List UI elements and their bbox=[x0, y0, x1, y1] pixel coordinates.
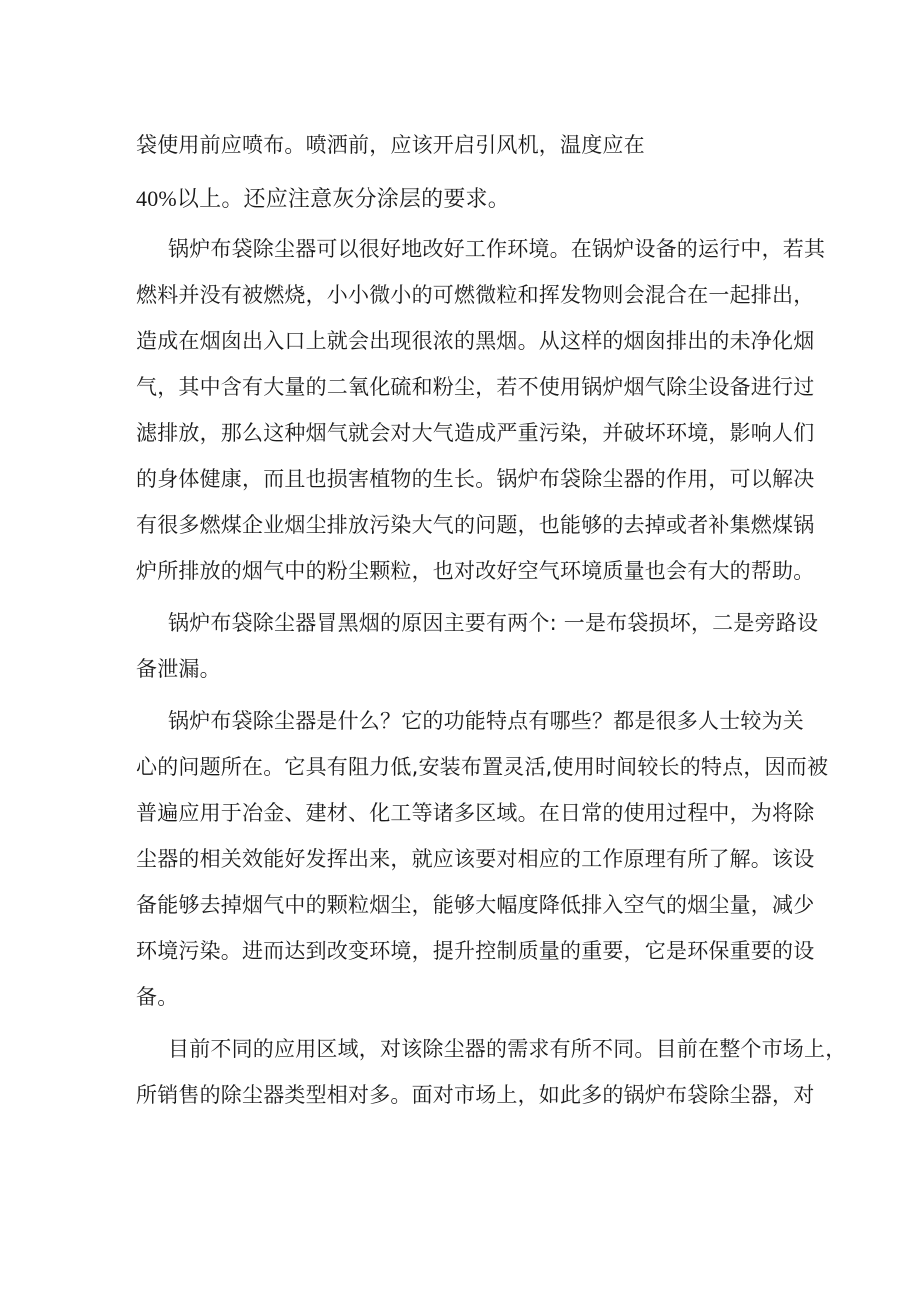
text-line: 备能够去掉烟气中的颗粒烟尘，能够大幅度降低排入空气的烟尘量，减少 bbox=[136, 893, 815, 917]
text-line: 燃料并没有被燃烧，小小微小的可燃微粒和挥发物则会混合在一起排出， bbox=[136, 283, 815, 307]
text-line: 所销售的除尘器类型相对多。面对市场上，如此多的锅炉布袋除尘器，对 bbox=[136, 1083, 815, 1107]
text-line: 炉所排放的烟气中的粉尘颗粒，也对改好空气环境质量也会有大的帮助。 bbox=[136, 559, 815, 583]
text-line: 普遍应用于冶金、建材、化工等诸多区域。在日常的使用过程中，为将除 bbox=[136, 801, 815, 825]
paragraph-first-line: 锅炉布袋除尘器是什么？它的功能特点有哪些？都是很多人士较为关 bbox=[168, 709, 804, 733]
text-line: 心的问题所在。它具有阻力低,安装布置灵活,使用时间较长的特点，因而被 bbox=[136, 755, 829, 779]
text-line: 有很多燃煤企业烟尘排放污染大气的问题，也能够的去掉或者补集燃煤锅 bbox=[136, 513, 815, 537]
paragraph-first-line: 目前不同的应用区域，对该除尘器的需求有所不同。目前在整个市场上， bbox=[168, 1037, 847, 1061]
text-line: 40%以上。还应注意灰分涂层的要求。 bbox=[136, 186, 510, 211]
text-line: 气，其中含有大量的二氧化硫和粉尘，若不使用锅炉烟气除尘设备进行过 bbox=[136, 375, 815, 399]
text-line: 袋使用前应喷布。喷洒前，应该开启引风机，温度应在 bbox=[136, 133, 645, 157]
paragraph-first-line: 锅炉布袋除尘器冒黑烟的原因主要有两个: 一是布袋损坏，二是旁路设 bbox=[168, 611, 819, 635]
text-line: 造成在烟囱出入口上就会出现很浓的黑烟。从这样的烟囱排出的未净化烟 bbox=[136, 329, 815, 353]
text-line: 的身体健康，而且也损害植物的生长。锅炉布袋除尘器的作用，可以解决 bbox=[136, 467, 815, 491]
text-line: 备。 bbox=[136, 985, 179, 1009]
paragraph-first-line: 锅炉布袋除尘器可以很好地改好工作环境。在锅炉设备的运行中，若其 bbox=[168, 237, 826, 261]
text-line: 环境污染。进而达到改变环境，提升控制质量的重要，它是环保重要的设 bbox=[136, 939, 815, 963]
text-line: 滤排放，那么这种烟气就会对大气造成严重污染，并破坏环境，影响人们 bbox=[136, 421, 815, 445]
text-line: 尘器的相关效能好发挥出来，就应该要对相应的工作原理有所了解。该设 bbox=[136, 847, 815, 871]
text-line: 备泄漏。 bbox=[136, 657, 221, 681]
